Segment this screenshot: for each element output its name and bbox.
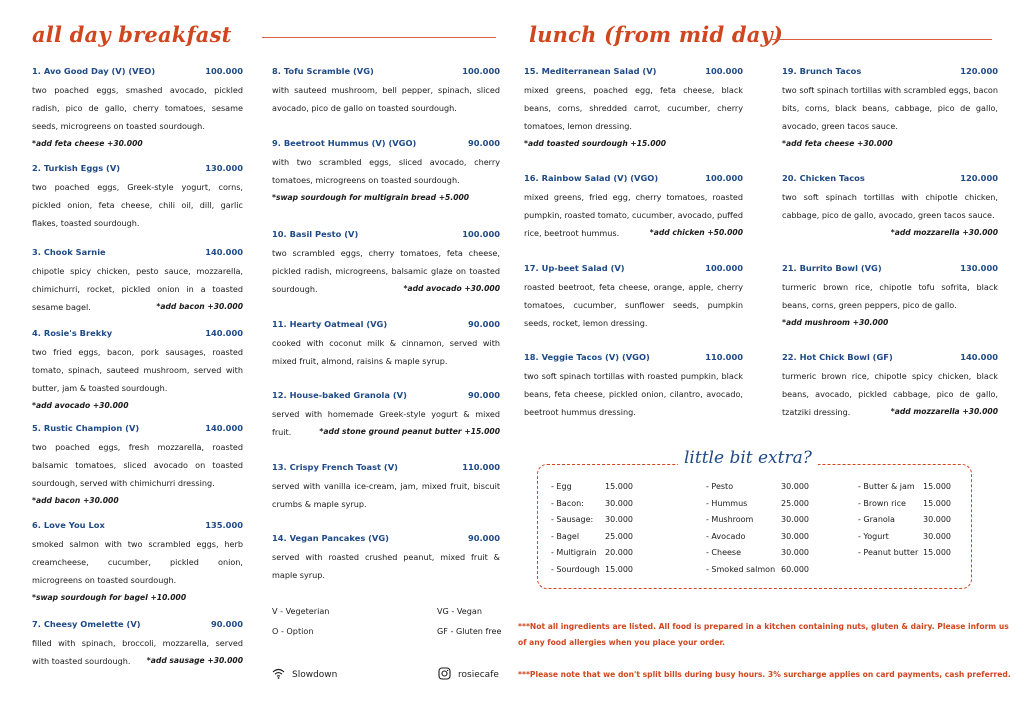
menu-item	[272, 319, 500, 370]
menu-item-header	[524, 352, 743, 365]
menu-item-description	[32, 535, 243, 589]
menu-item-description	[524, 367, 743, 421]
menu-item-name: 5. Rustic Champion (V)	[32, 423, 140, 433]
extra-item-name: - Yogurt	[858, 531, 889, 541]
menu-item-header	[524, 263, 743, 276]
menu-item-header	[32, 163, 243, 176]
menu-item-name: 4. Rosie's Brekky	[32, 328, 113, 338]
menu-item	[272, 390, 500, 441]
menu-item-addon-note: *swap sourdough for bagel +10.000	[32, 593, 187, 602]
menu-item-description	[782, 188, 998, 237]
menu-item-header	[32, 520, 243, 533]
menu-item-addon-note: *add bacon +30.000	[156, 302, 243, 311]
menu-item-price: 100.000	[462, 66, 500, 76]
extra-item-price: 30.000	[605, 498, 633, 508]
menu-item-description	[32, 178, 243, 232]
menu-item-header	[32, 423, 243, 436]
menu-item-ingredients: cooked with coconut milk & cinnamon, served with mixed fruit, almond, raisins & maple syrup.	[272, 338, 500, 366]
menu-item	[524, 352, 743, 421]
menu-item-price: 135.000	[205, 520, 243, 530]
menu-item-price: 90.000	[467, 533, 500, 543]
menu-item	[782, 352, 998, 421]
extra-item-price: 25.000	[781, 498, 809, 508]
menu-item-header	[272, 66, 500, 79]
extra-item-price: 30.000	[923, 531, 951, 541]
menu-item-name: 12. House-baked Granola (V)	[272, 390, 407, 400]
menu-item-description	[272, 334, 500, 370]
menu-item-ingredients: with sauteed mushroom, bell pepper, spinach, sliced avocado, pico de gallo on toasted sourdough.	[272, 85, 500, 113]
menu-item-header	[524, 66, 743, 79]
extra-item	[551, 515, 671, 532]
extra-item-name: - Avocado	[706, 531, 746, 541]
extra-item	[706, 499, 826, 516]
allergy-footnote: ***Not all ingredients are listed. All food is prepared in a kitchen containing nuts, gluten & dairy. Please inform us of any food allergies when you place your order.	[518, 622, 1009, 647]
menu-item-header	[272, 138, 500, 151]
menu-item-addon-note: *add avocado +30.000	[32, 401, 129, 410]
menu-item-description	[32, 262, 243, 316]
menu-item-name: 20. Chicken Tacos	[782, 173, 865, 183]
extra-item	[858, 499, 978, 516]
instagram-info	[438, 667, 499, 683]
menu-item-name: 19. Brunch Tacos	[782, 66, 862, 76]
menu-item-description	[782, 278, 998, 314]
menu-item-ingredients: two poached eggs, smashed avocado, pickled radish, pico de gallo, cherry tomatoes, sesame seeds, microgreens on toasted sourdough.	[32, 85, 243, 131]
menu-item-description	[272, 477, 500, 513]
menu-item-ingredients: two soft spinach tortillas with chipotle chicken, cabbage, pico de gallo, avocado, green tacos sauce.	[782, 192, 998, 220]
menu-item-addon-note: *add stone ground peanut butter +15.000	[319, 427, 500, 436]
extra-item-price: 15.000	[923, 548, 951, 558]
menu-item-addon-note: *add mushroom +30.000	[782, 318, 889, 327]
menu-item-price: 100.000	[205, 66, 243, 76]
extras-column-1	[551, 482, 671, 582]
legend-vegetarian: V - Vegeterian	[272, 606, 330, 616]
extra-item-name: - Bacon:	[551, 498, 584, 508]
menu-item-name: 15. Mediterranean Salad (V)	[524, 66, 657, 76]
menu-item-header	[272, 390, 500, 403]
menu-item-addon-note: *add avocado +30.000	[403, 284, 500, 293]
menu-item	[272, 138, 500, 207]
menu-item-description	[272, 153, 500, 189]
menu-item-price: 130.000	[960, 263, 998, 273]
extra-item-price: 30.000	[781, 531, 809, 541]
menu-item-name: 18. Veggie Tacos (V) (VGO)	[524, 352, 650, 362]
extra-item-name: - Brown rice	[858, 498, 906, 508]
menu-item-ingredients: mixed greens, poached egg, feta cheese, black beans, corns, shredded carrot, cucumber, cherry tomatoes, lemon dressing.	[524, 85, 743, 131]
menu-item-price: 140.000	[205, 328, 243, 338]
extra-item	[706, 515, 826, 532]
extra-item-price: 30.000	[605, 515, 633, 525]
menu-item-header	[782, 66, 998, 79]
menu-item-price: 100.000	[462, 229, 500, 239]
extra-item-price: 15.000	[923, 498, 951, 508]
wifi-name: Slowdown	[292, 670, 338, 680]
menu-item-header	[272, 533, 500, 546]
extra-item-price: 15.000	[923, 482, 951, 491]
menu-item-ingredients: two fried eggs, bacon, pork sausages, roasted tomato, spinach, sauteed mushroom, served with butter, jam & toasted sourdough.	[32, 347, 243, 393]
menu-item-description	[272, 405, 500, 441]
menu-item	[524, 66, 743, 153]
menu-item-name: 11. Hearty Oatmeal (VG)	[272, 319, 388, 329]
menu-item-description	[32, 81, 243, 135]
menu-item	[524, 173, 743, 242]
menu-item-name: 2. Turkish Eggs (V)	[32, 163, 121, 173]
menu-item	[32, 247, 243, 316]
menu-item	[32, 619, 243, 670]
bills-footnote: ***Please note that we don't split bills during busy hours. 3% surcharge applies on card payments, cash preferred.	[518, 670, 1011, 679]
menu-item-description	[32, 343, 243, 397]
menu-item	[272, 462, 500, 513]
menu-item-price: 100.000	[705, 66, 743, 76]
extra-item-price: 30.000	[781, 548, 809, 558]
menu-item-ingredients: two poached eggs, Greek-style yogurt, corns, pickled onion, feta cheese, chili oil, dill, garlic flakes, toasted sourdough.	[32, 182, 243, 228]
menu-item-header	[272, 319, 500, 332]
menu-item-description	[272, 81, 500, 117]
menu-item-addon-note: *add chicken +50.000	[649, 228, 743, 237]
extra-item	[706, 532, 826, 549]
extra-item-name: - Butter & jam	[858, 482, 915, 491]
menu-item	[272, 66, 500, 117]
extra-item-price: 60.000	[781, 564, 809, 574]
extra-item-name: - Sourdough	[551, 564, 600, 574]
menu-item-ingredients: with two scrambled eggs, sliced avocado, cherry tomatoes, microgreens on toasted sourdough.	[272, 157, 500, 185]
menu-item-price: 100.000	[705, 173, 743, 183]
legend-gluten-free: GF - Gluten free	[437, 626, 502, 636]
menu-item-price: 140.000	[205, 247, 243, 257]
menu-item-ingredients: served with roasted crushed peanut, mixed fruit & maple syrup.	[272, 552, 500, 580]
menu-item-ingredients: chipotle spicy chicken, pesto sauce, mozzarella, chimichurri, rocket, pickled onion in a toasted sesame bagel.	[32, 266, 243, 312]
menu-item	[524, 263, 743, 332]
menu-item-ingredients: turmeric brown rice, chipotle spicy chicken, black beans, avocado, pickled cabbage, pico de gallo, tzatziki dressing.	[782, 371, 998, 417]
menu-item-name: 7. Cheesy Omelette (V)	[32, 619, 141, 629]
extra-item-price: 15.000	[605, 564, 633, 574]
menu-item-name: 6. Love You Lox	[32, 520, 105, 530]
menu-item	[272, 229, 500, 298]
extra-item-name: - Multigrain	[551, 548, 597, 558]
menu-item-ingredients: filled with spinach, broccoli, mozzarella, served with toasted sourdough.	[32, 638, 243, 666]
extra-item-name: - Smoked salmon	[706, 564, 776, 574]
instagram-handle: rosiecafe	[458, 670, 499, 680]
menu-item-description	[272, 244, 500, 298]
extra-item-price: 30.000	[781, 482, 809, 491]
legend-vegan: VG - Vegan	[437, 606, 482, 616]
menu-item-addon-note: *add feta cheese +30.000	[32, 139, 143, 148]
extra-item-name: - Sausage:	[551, 515, 594, 525]
menu-item-header	[32, 247, 243, 260]
menu-item-addon-note: *add bacon +30.000	[32, 496, 119, 505]
menu-item-ingredients: smoked salmon with two scrambled eggs, herb creamcheese, cucumber, pickled onion, microgreens on toasted sourdough.	[32, 539, 243, 585]
menu-item-price: 120.000	[960, 173, 998, 183]
extra-item	[551, 565, 671, 582]
menu-item-ingredients: served with vanilla ice-cream, jam, mixed fruit, biscuit crumbs & maple syrup.	[272, 481, 500, 509]
menu-item-name: 14. Vegan Pancakes (VG)	[272, 533, 389, 543]
menu-item	[32, 520, 243, 607]
menu-item-ingredients: two soft spinach tortillas with scrambled eggs, bacon bits, corns, black beans, cabbage, pico de gallo, avocado, green tacos sauce.	[782, 85, 998, 131]
menu-item-header	[32, 66, 243, 79]
extra-item	[858, 515, 978, 532]
menu-item-addon-note: *add mozzarella +30.000	[890, 407, 998, 416]
menu-item-name: 17. Up-beet Salad (V)	[524, 263, 625, 273]
menu-item-addon-note: *add toasted sourdough +15.000	[524, 139, 667, 148]
menu-item-description	[524, 188, 743, 242]
breakfast-divider	[262, 37, 496, 38]
extra-item-name: - Hummus	[706, 498, 748, 508]
extra-item-price: 30.000	[923, 515, 951, 525]
menu-item-name: 9. Beetroot Hummus (V) (VGO)	[272, 138, 417, 148]
menu-item	[32, 328, 243, 415]
menu-item-ingredients: two poached eggs, fresh mozzarella, roasted balsamic tomatoes, sliced avocado on toasted sourdough, served with chimichurri dressing.	[32, 442, 243, 488]
menu-item-price: 90.000	[210, 619, 243, 629]
menu-item	[782, 263, 998, 332]
extra-item	[706, 482, 826, 499]
extra-item	[551, 532, 671, 549]
extras-column-2	[706, 482, 826, 582]
menu-item-price: 90.000	[467, 138, 500, 148]
menu-item-name: 21. Burrito Bowl (VG)	[782, 263, 882, 273]
extra-item-price: 25.000	[605, 531, 633, 541]
extras-title: little bit extra?	[678, 448, 818, 468]
lunch-title: lunch (from mid day)	[529, 22, 784, 47]
extra-item-name: - Mushroom	[706, 515, 754, 525]
menu-item	[782, 173, 998, 242]
extra-item	[706, 548, 826, 565]
menu-item-ingredients: roasted beetroot, feta cheese, orange, apple, cherry tomatoes, cucumber, sunflower seeds, pumpkin seeds, rocket, lemon dressing.	[524, 282, 743, 328]
menu-item	[32, 66, 243, 153]
menu-item-header	[32, 619, 243, 632]
menu-item-ingredients: served with homemade Greek-style yogurt & mixed fruit.	[272, 409, 500, 437]
extra-item-name: - Cheese	[706, 548, 742, 558]
menu-item-addon-note: *swap sourdough for multigrain bread +5.000	[272, 193, 470, 202]
menu-item-description	[32, 634, 243, 670]
menu-item-name: 10. Basil Pesto (V)	[272, 229, 359, 239]
extra-item-name: - Pesto	[706, 482, 734, 491]
menu-item-header	[272, 462, 500, 475]
menu-item-price: 100.000	[705, 263, 743, 273]
menu-item-header	[782, 352, 998, 365]
extra-item-price: 15.000	[605, 482, 633, 491]
extra-item-name: - Peanut butter	[858, 548, 919, 558]
menu-item	[782, 66, 998, 153]
menu-item-addon-note: *add feta cheese +30.000	[782, 139, 893, 148]
wifi-icon	[272, 668, 285, 682]
menu-item-addon-note: *add sausage +30.000	[146, 656, 243, 665]
lunch-divider	[770, 39, 992, 40]
menu-item-description	[782, 367, 998, 421]
extra-item	[551, 548, 671, 565]
extra-item	[551, 482, 671, 499]
menu-item-name: 1. Avo Good Day (V) (VEO)	[32, 66, 156, 76]
extra-item	[858, 532, 978, 549]
extra-item-price: 20.000	[605, 548, 633, 558]
legend-option: O - Option	[272, 626, 314, 636]
menu-item-name: 13. Crispy French Toast (V)	[272, 462, 398, 472]
menu-item-price: 110.000	[462, 462, 500, 472]
menu-item-ingredients: mixed greens, fried egg, cherry tomatoes, roasted pumpkin, roasted tomato, cucumber, avocado, puffed rice, beetroot hummus.	[524, 192, 743, 238]
breakfast-title: all day breakfast	[32, 22, 232, 47]
extra-item-name: - Bagel	[551, 531, 580, 541]
extra-item	[858, 548, 978, 565]
menu-item-ingredients: turmeric brown rice, chipotle tofu sofrita, black beans, corns, green peppers, pico de gallo.	[782, 282, 998, 310]
menu-item-name: 3. Chook Sarnie	[32, 247, 106, 257]
extra-item-name: - Granola	[858, 515, 895, 525]
menu-item-description	[32, 438, 243, 492]
menu-item-price: 110.000	[705, 352, 743, 362]
extras-column-3	[858, 482, 978, 565]
menu-item-description	[524, 81, 743, 135]
instagram-icon	[438, 667, 451, 683]
extra-item	[706, 565, 826, 582]
menu-item-description	[524, 278, 743, 332]
menu-item-header	[524, 173, 743, 186]
menu-item	[32, 423, 243, 510]
menu-item-ingredients: two scrambled eggs, cherry tomatoes, feta cheese, pickled radish, microgreens, balsamic glaze on toasted sourdough.	[272, 248, 500, 294]
menu-item-header	[782, 173, 998, 186]
menu-item-description	[272, 548, 500, 584]
menu-item-price: 120.000	[960, 66, 998, 76]
menu-item-addon-note: *add mozzarella +30.000	[890, 228, 998, 237]
menu-item-price: 140.000	[960, 352, 998, 362]
menu-item-price: 130.000	[205, 163, 243, 173]
menu-item-price: 90.000	[467, 390, 500, 400]
menu-item-header	[272, 229, 500, 242]
menu-item-header	[782, 263, 998, 276]
menu-item-price: 90.000	[467, 319, 500, 329]
menu-item-name: 8. Tofu Scramble (VG)	[272, 66, 374, 76]
menu-item-name: 16. Rainbow Salad (V) (VGO)	[524, 173, 659, 183]
menu-item-header	[32, 328, 243, 341]
menu-item	[272, 533, 500, 584]
extra-item-name: - Egg	[551, 482, 572, 491]
menu-item	[32, 163, 243, 232]
menu-item-ingredients: two soft spinach tortillas with roasted pumpkin, black beans, feta cheese, pickled onion, cilantro, avocado, beetroot hummus dressing.	[524, 371, 743, 417]
menu-item-description	[782, 81, 998, 135]
menu-item-name: 22. Hot Chick Bowl (GF)	[782, 352, 893, 362]
menu-item-price: 140.000	[205, 423, 243, 433]
extra-item	[551, 499, 671, 516]
extra-item-price: 30.000	[781, 515, 809, 525]
extra-item	[858, 482, 978, 499]
wifi-info	[272, 668, 337, 682]
